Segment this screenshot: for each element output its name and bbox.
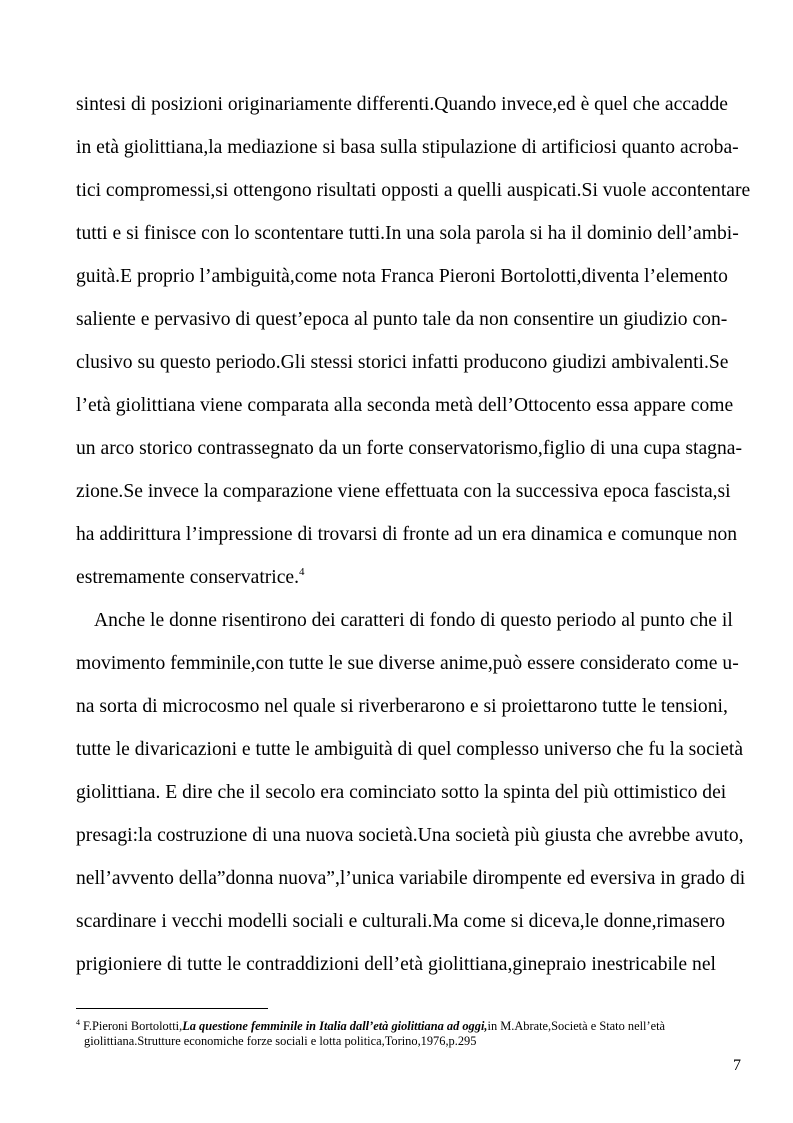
body-line: na sorta di microcosmo nel quale si riverberarono e si proiettarono tutte le tensioni, (76, 696, 728, 717)
body-line-text: estremamente conservatrice. (76, 567, 300, 588)
footnote-source: in M.Abrate,Società e Stato nell’età (487, 1019, 666, 1033)
body-line: sintesi di posizioni originariamente differenti.Quando invece,ed è quel che accadde (76, 94, 728, 115)
body-line: guità.E proprio l’ambiguità,come nota Franca Pieroni Bortolotti,diventa l’elemento (76, 266, 728, 287)
footnote-line-continuation: giolittiana.Strutture economiche forze sociali e lotta politica,Torino,1976,p.295 (84, 1034, 477, 1048)
body-line: presagi:la costruzione di una nuova società.Una società più giusta che avrebbe avuto, (76, 825, 744, 846)
body-line: giolittiana. E dire che il secolo era cominciato sotto la spinta del più ottimistico dei (76, 782, 727, 803)
body-line: tici compromessi,si ottengono risultati opposti a quelli auspicati.Si vuole accontentare (76, 180, 751, 201)
body-line: nell’avvento della”donna nuova”,l’unica variabile dirompente ed eversiva in grado di (76, 868, 746, 889)
footnote-line (76, 1019, 665, 1034)
page-number: 7 (733, 1057, 741, 1074)
body-line: in età giolittiana,la mediazione si basa sulla stipulazione di artificiosi quanto acroba- (76, 137, 739, 158)
footnote-author: F.Pieroni Bortolotti, (83, 1019, 183, 1033)
body-line: tutti e si finisce con lo scontentare tutti.In una sola parola si ha il dominio dell’ambi- (76, 223, 739, 244)
footnote-reference[interactable]: 4 (299, 566, 305, 578)
footnote-separator (76, 1008, 268, 1009)
body-line-last (76, 567, 716, 589)
body-line: zione.Se invece la comparazione viene effettuata con la successiva epoca fascista,si (76, 481, 731, 502)
body-line: saliente e pervasivo di quest’epoca al punto tale da non consentire un giudizio con- (76, 309, 728, 330)
footnote-title: La questione femminile in Italia dall’età giolittiana ad oggi, (182, 1019, 488, 1033)
body-line: tutte le divaricazioni e tutte le ambiguità di quel complesso universo che fu la società (76, 739, 744, 760)
paragraph-first-line: Anche le donne risentirono dei caratteri di fondo di questo periodo al punto che il (94, 610, 733, 631)
body-line: prigioniere di tutte le contraddizioni dell’età giolittiana,ginepraio inestricabile nel (76, 954, 716, 975)
body-line: ha addirittura l’impressione di trovarsi di fronte ad un era dinamica e comunque non (76, 524, 738, 545)
body-line: l’età giolittiana viene comparata alla seconda metà dell’Ottocento essa appare come (76, 395, 734, 416)
body-line: un arco storico contrassegnato da un forte conservatorismo,figlio di una cupa stagna- (76, 438, 742, 459)
body-line: scardinare i vecchi modelli sociali e culturali.Ma come si diceva,le donne,rimasero (76, 911, 726, 932)
body-line: clusivo su questo periodo.Gli stessi storici infatti producono giudizi ambivalenti.Se (76, 352, 729, 373)
body-line: movimento femminile,con tutte le sue diverse anime,può essere considerato come u- (76, 653, 739, 674)
footnote-number: 4 (76, 1018, 80, 1027)
